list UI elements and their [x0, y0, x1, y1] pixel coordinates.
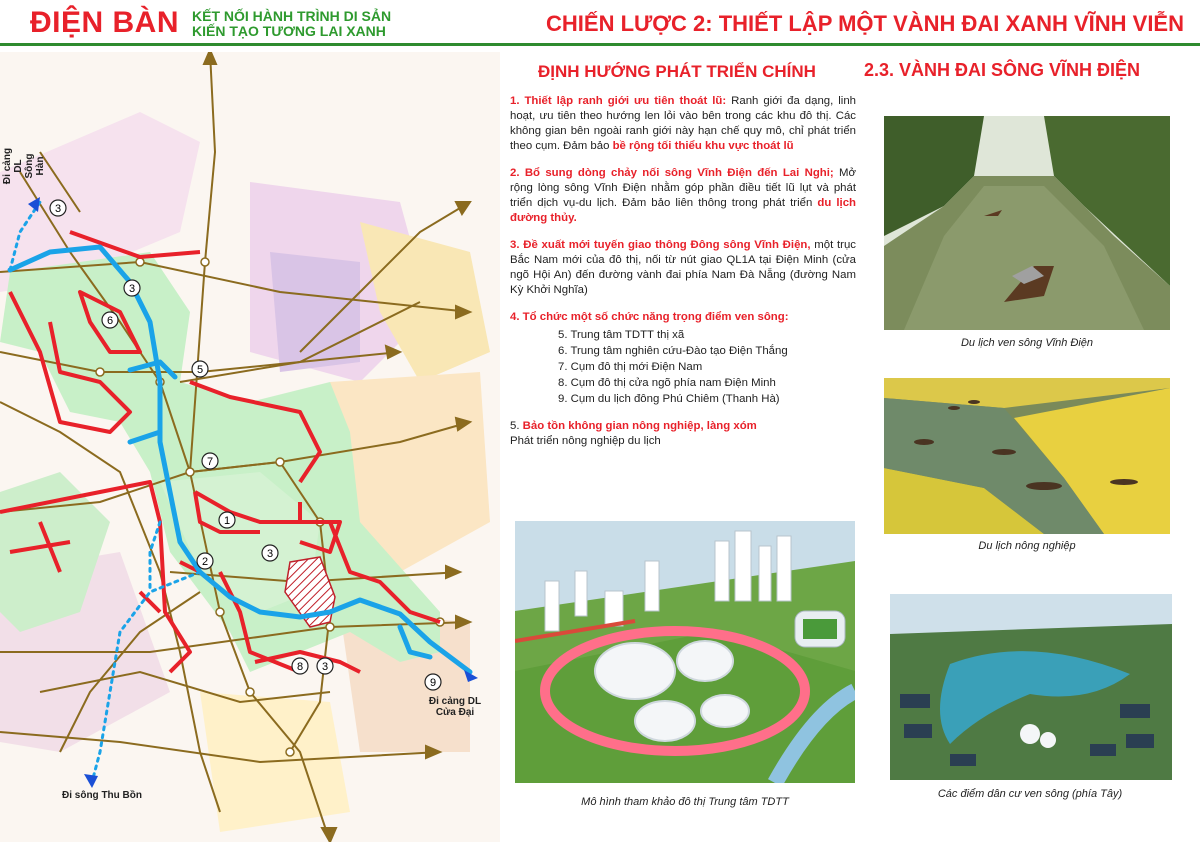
marker-3-upper: [124, 280, 140, 296]
list-item: 9. Cụm du lịch đông Phú Chiêm (Thanh Hà): [558, 393, 780, 405]
item-1-text: Ranh giới đa dạng, linh hoạt, ưu tiên theo hướng len lỏi vào bên trong các khu đô thị. Các không gian bên ngoài ranh giới này hạn chế quy mô, chỉ phát triển theo cụm. Đảm bảo: [510, 95, 856, 152]
svg-text:7: 7: [206, 456, 214, 468]
marker-1: [219, 512, 235, 528]
item-3: [510, 238, 856, 298]
item-2-heading: 2. Bổ sung dòng chảy nối sông Vĩnh Điện đến Lai Nghi;: [510, 167, 834, 179]
label-song-han-line-1: Đi cảng DL: [2, 147, 24, 185]
list-item: 8. Cụm đô thị cửa ngõ phía nam Điện Minh: [558, 377, 776, 389]
tagline-line-1: KẾT NỐI HÀNH TRÌNH DI SẢN: [192, 8, 392, 24]
marker-5: [192, 361, 208, 377]
orientation-title: ĐỊNH HƯỚNG PHÁT TRIỂN CHÍNH: [538, 62, 816, 81]
item-1-emphasis: bề rộng tối thiểu khu vực thoát lũ: [612, 140, 794, 152]
label-cua-dai-line-1: Đi cảng DL: [428, 696, 482, 707]
strategy-title: CHIẾN LƯỢC 2: THIẾT LẬP MỘT VÀNH ĐAI XANH VĨNH VIỄN: [546, 11, 1184, 36]
marker-9: [425, 674, 441, 690]
item-5-text: Phát triển nông nghiệp du lịch: [510, 435, 661, 447]
svg-text:3: 3: [54, 203, 62, 215]
marker-3-south: [317, 658, 333, 674]
item-3-heading: 3. Đề xuất mới tuyến giao thông Đông sông Vĩnh Điện,: [510, 239, 811, 251]
label-cua-dai: [420, 696, 490, 718]
label-thu-bon: Đi sông Thu Bồn: [62, 790, 142, 801]
item-1-heading: 1. Thiết lập ranh giới ưu tiên thoát lũ:: [510, 95, 727, 107]
item-4: [510, 310, 856, 325]
svg-text:3: 3: [128, 283, 136, 295]
map-canvas: [0, 52, 500, 842]
residential-illustration: [890, 594, 1172, 780]
item-5: [510, 419, 856, 434]
item-2-emphasis: du lịch đường thủy.: [510, 197, 857, 224]
marker-2: [197, 553, 213, 569]
label-song-han: [2, 144, 46, 188]
item-1: [510, 94, 856, 154]
marker-6: [102, 312, 118, 328]
tagline-line-2: KIẾN TẠO TƯƠNG LAI XANH: [192, 23, 386, 39]
svg-text:2: 2: [201, 556, 209, 568]
marker-3-center: [262, 545, 278, 561]
marker-8: [292, 658, 308, 674]
planning-map: [0, 52, 500, 842]
caption-residential: Các điểm dân cư ven sông (phía Tây): [937, 788, 1123, 800]
svg-text:3: 3: [321, 661, 329, 673]
marker-7: [202, 453, 218, 469]
header: [0, 0, 1200, 46]
agri-illustration: [884, 378, 1170, 534]
item-3-text: một trục Bắc Nam mới của đô thị, nối từ nút giao QL1A tại Điện Minh (cửa ngõ Hội An) đến đường vành đai phía Nam Đà Nẵng (đường Nam Kỳ Khởi Nghĩa): [510, 239, 856, 296]
orientation-content: [510, 94, 856, 461]
agri-tourism-image: [884, 378, 1170, 534]
item-5-number: 5.: [510, 420, 523, 432]
riverside-residential-image: [890, 594, 1172, 780]
caption-tdtt: Mô hình tham khảo đô thị Trung tâm TDTT: [581, 796, 789, 808]
label-cua-dai-line-2: Cửa Đại: [435, 707, 475, 718]
caption-agri: Du lịch nông nghiệp: [978, 540, 1076, 552]
marker-3-north: [50, 200, 66, 216]
river-illustration: [884, 116, 1170, 330]
tdtt-model-image: [515, 521, 855, 783]
item-5-heading: Bảo tồn không gian nông nghiệp, làng xóm: [522, 420, 757, 432]
tagline: [192, 9, 391, 39]
svg-text:1: 1: [223, 515, 231, 527]
svg-text:3: 3: [266, 548, 274, 560]
svg-text:9: 9: [429, 677, 437, 689]
section-title: 2.3. VÀNH ĐAI SÔNG VĨNH ĐIỆN: [864, 60, 1141, 80]
river-tourism-image: [884, 116, 1170, 330]
svg-text:5: 5: [196, 364, 204, 376]
caption-river: Du lịch ven sông Vĩnh Điện: [960, 337, 1094, 349]
label-song-han-line-2: Sông Hàn: [24, 153, 46, 179]
item-2: [510, 166, 856, 226]
list-item: 5. Trung tâm TDTT thị xã: [558, 329, 685, 341]
list-item: 7. Cụm đô thị mới Điện Nam: [558, 361, 703, 373]
item-4-list: [510, 327, 856, 407]
tdtt-model-illustration: [515, 521, 855, 783]
svg-text:8: 8: [296, 661, 304, 673]
list-item: 6. Trung tâm nghiên cứu-Đào tạo Điện Thắng: [558, 345, 788, 357]
item-2-text: Mở rộng lòng sông Vĩnh Điện nhằm góp phần điều tiết lũ lụt và phát triển dịch vụ-du lịch. Đảm bảo liên thông trong phát triển: [510, 167, 856, 209]
svg-text:6: 6: [106, 315, 114, 327]
brand-title: ĐIỆN BÀN: [30, 6, 180, 39]
item-4-heading: 4. Tổ chức một số chức năng trọng điểm ven sông:: [510, 311, 789, 323]
